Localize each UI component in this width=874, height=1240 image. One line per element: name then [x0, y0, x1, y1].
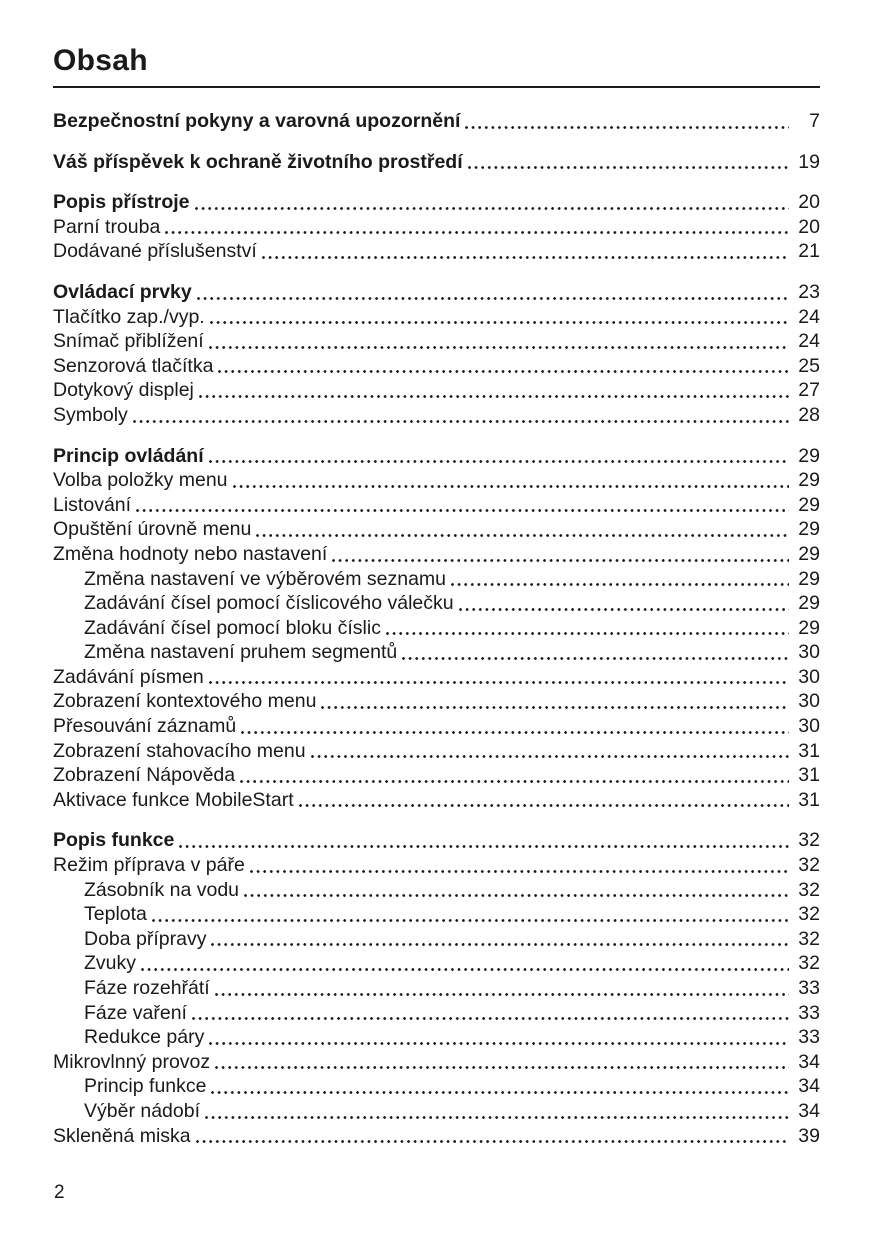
- toc-entry-label: Zvuky: [84, 952, 137, 975]
- toc-entry: [53, 542, 820, 567]
- dot-leader: [213, 354, 797, 379]
- toc-entry-label: Doba přípravy: [84, 927, 207, 950]
- toc-entry: [53, 305, 820, 330]
- toc-entry-label: Opuštění úrovně menu: [53, 518, 252, 541]
- toc-list: [53, 109, 820, 1148]
- toc-entry: [53, 329, 820, 354]
- toc-entry-label: Zobrazení stahovacího menu: [53, 739, 306, 762]
- footer-page-number: 2: [54, 1182, 65, 1203]
- dot-leader: [192, 280, 797, 305]
- toc-entry-label: Skleněná miska: [53, 1124, 191, 1147]
- dot-leader: [187, 1001, 797, 1026]
- toc-entry-label: Listování: [53, 493, 132, 516]
- toc-entry: [53, 190, 820, 215]
- toc-entry-label: Princip ovládání: [53, 444, 204, 467]
- toc-entry: [53, 239, 820, 264]
- toc-entry: [53, 1050, 820, 1075]
- toc-entry-page: 24: [798, 305, 820, 328]
- dot-leader: [194, 378, 797, 403]
- toc-entry-label: Aktivace funkce MobileStart: [53, 788, 294, 811]
- dot-leader: [191, 1124, 797, 1149]
- toc-entry-page: 39: [798, 1124, 820, 1147]
- toc-entry-label: Zadávání čísel pomocí bloku číslic: [84, 616, 381, 639]
- toc-entry: [53, 215, 820, 240]
- toc-entry-label: Snímač přiblížení: [53, 330, 204, 353]
- toc-entry: [53, 902, 820, 927]
- dot-leader: [316, 689, 797, 714]
- toc-entry: [53, 280, 820, 305]
- toc-section: [53, 150, 820, 175]
- toc-entry-page: 30: [798, 715, 820, 738]
- toc-entry: [53, 567, 820, 592]
- toc-section: [53, 828, 820, 1148]
- toc-entry-page: 25: [798, 354, 820, 377]
- toc-entry: [53, 616, 820, 641]
- toc-entry: [53, 689, 820, 714]
- dot-leader: [204, 665, 797, 690]
- toc-entry-page: 23: [798, 280, 820, 303]
- toc-section: [53, 444, 820, 813]
- dot-leader: [174, 828, 797, 853]
- toc-entry: [53, 468, 820, 493]
- dot-leader: [206, 1074, 797, 1099]
- toc-entry-label: Váš příspěvek k ochraně životního prostředí: [53, 150, 463, 173]
- toc-entry: [53, 853, 820, 878]
- dot-leader: [128, 403, 797, 428]
- toc-entry-page: 29: [798, 469, 820, 492]
- toc-entry-label: Zadávání písmen: [53, 665, 204, 688]
- toc-entry: [53, 976, 820, 1001]
- toc-entry-page: 32: [798, 903, 820, 926]
- toc-entry-label: Popis funkce: [53, 829, 175, 852]
- toc-entry-label: Zobrazení kontextového menu: [53, 690, 317, 713]
- toc-entry-label: Změna nastavení ve výběrovém seznamu: [84, 567, 447, 590]
- toc-entry-page: 19: [798, 150, 820, 173]
- dot-leader: [206, 927, 797, 952]
- toc-entry-label: Dotykový displej: [53, 379, 194, 402]
- toc-entry-page: 31: [798, 764, 820, 787]
- dot-leader: [397, 640, 797, 665]
- dot-leader: [245, 853, 797, 878]
- dot-leader: [235, 763, 797, 788]
- toc-entry: [53, 150, 820, 175]
- toc-entry-label: Dodávané příslušenství: [53, 240, 257, 263]
- toc-entry-label: Fáze vaření: [84, 1001, 187, 1024]
- toc-entry-label: Ovládací prvky: [53, 280, 192, 303]
- toc-entry-label: Bezpečnostní pokyny a varovná upozornění: [53, 110, 461, 132]
- toc-entry-label: Zadávání čísel pomocí číslicového válečku: [84, 592, 454, 615]
- dot-leader: [136, 951, 797, 976]
- dot-leader: [239, 878, 797, 903]
- toc-entry-page: 33: [798, 1026, 820, 1049]
- toc-entry: [53, 354, 820, 379]
- toc-entry-page: 32: [798, 952, 820, 975]
- toc-entry-label: Výběr nádobí: [84, 1099, 201, 1122]
- toc-entry-page: 31: [798, 739, 820, 762]
- dot-leader: [257, 239, 797, 264]
- dot-leader: [251, 517, 797, 542]
- toc-entry-label: Zásobník na vodu: [84, 878, 240, 901]
- toc-entry-page: 29: [798, 592, 820, 615]
- toc-entry-page: 28: [798, 403, 820, 426]
- toc-entry-label: Změna hodnoty nebo nastavení: [53, 542, 328, 565]
- dot-leader: [381, 616, 797, 641]
- toc-entry: [53, 951, 820, 976]
- toc-section: [53, 280, 820, 428]
- dot-leader: [160, 215, 797, 240]
- toc-entry-page: 24: [798, 330, 820, 353]
- toc-entry-page: 29: [798, 542, 820, 565]
- toc-entry: [53, 1001, 820, 1026]
- dot-leader: [454, 591, 797, 616]
- toc-entry-page: 34: [798, 1050, 820, 1073]
- toc-entry: [53, 763, 820, 788]
- toc-entry: [53, 1099, 820, 1124]
- toc-entry-label: Zobrazení Nápověda: [53, 764, 236, 787]
- toc-entry: [53, 591, 820, 616]
- toc-entry: [53, 444, 820, 469]
- dot-leader: [210, 976, 797, 1001]
- toc-entry-label: Změna nastavení pruhem segmentů: [84, 641, 398, 664]
- toc-entry-page: 31: [798, 788, 820, 811]
- toc-entry-page: 34: [798, 1075, 820, 1098]
- toc-entry: [53, 714, 820, 739]
- toc-entry-page: 32: [798, 854, 820, 877]
- toc-entry-page: 7: [809, 110, 820, 132]
- toc-section: [53, 109, 820, 134]
- dot-leader: [204, 1025, 797, 1050]
- toc-entry-label: Senzorová tlačítka: [53, 354, 214, 377]
- dot-leader: [190, 190, 797, 215]
- toc-entry-label: Parní trouba: [53, 215, 161, 238]
- toc-entry-page: 33: [798, 977, 820, 999]
- toc-entry: [53, 739, 820, 764]
- dot-leader: [460, 109, 797, 134]
- toc-entry-label: Redukce páry: [84, 1026, 205, 1049]
- toc-entry-page: 29: [798, 518, 820, 541]
- toc-entry: [53, 1074, 820, 1099]
- toc-entry-page: 29: [798, 616, 820, 639]
- toc-entry-page: 29: [798, 567, 820, 590]
- toc-entry-label: Tlačítko zap./vyp.: [53, 305, 205, 328]
- toc-entry-label: Popis přístroje: [53, 191, 190, 214]
- toc-entry: [53, 517, 820, 542]
- toc-entry-page: 32: [798, 829, 820, 852]
- dot-leader: [204, 444, 797, 469]
- dot-leader: [147, 902, 797, 927]
- toc-entry: [53, 640, 820, 665]
- toc-entry: [53, 828, 820, 853]
- dot-leader: [446, 567, 797, 592]
- toc-entry-label: Přesouvání záznamů: [53, 715, 237, 738]
- toc-entry-page: 30: [798, 641, 820, 664]
- page-title: Obsah: [53, 44, 148, 77]
- dot-leader: [131, 493, 797, 518]
- toc-entry: [53, 927, 820, 952]
- dot-leader: [294, 788, 797, 813]
- toc-entry-label: Mikrovlnný provoz: [53, 1050, 211, 1073]
- toc-section: [53, 190, 820, 264]
- toc-entry-page: 34: [798, 1099, 820, 1122]
- toc-entry-page: 30: [798, 690, 820, 713]
- title-divider: [53, 86, 820, 88]
- toc-entry-page: 30: [798, 665, 820, 688]
- toc-entry-page: 29: [798, 493, 820, 516]
- toc-entry-label: Teplota: [84, 903, 147, 926]
- toc-entry-page: 20: [798, 191, 820, 214]
- dot-leader: [204, 329, 797, 354]
- toc-entry: [53, 493, 820, 518]
- toc-entry: [53, 1124, 820, 1149]
- toc-entry-label: Fáze rozehřátí: [84, 977, 210, 999]
- dot-leader: [236, 714, 797, 739]
- toc-entry: [53, 878, 820, 903]
- dot-leader: [228, 468, 797, 493]
- dot-leader: [463, 150, 797, 175]
- toc-entry-page: 20: [798, 215, 820, 238]
- dot-leader: [306, 739, 797, 764]
- dot-leader: [205, 305, 797, 330]
- toc-entry-page: 21: [798, 240, 820, 263]
- toc-entry-label: Princip funkce: [84, 1075, 207, 1098]
- toc-entry-page: 33: [798, 1001, 820, 1024]
- toc-entry: [53, 1025, 820, 1050]
- toc-entry-label: Symboly: [53, 403, 128, 426]
- toc-entry: [53, 378, 820, 403]
- toc-entry: [53, 788, 820, 813]
- toc-entry: [53, 109, 820, 134]
- toc-entry-page: 29: [798, 444, 820, 467]
- toc-entry: [53, 665, 820, 690]
- toc-entry-page: 32: [798, 878, 820, 901]
- dot-leader: [327, 542, 797, 567]
- toc-entry-label: Volba položky menu: [53, 469, 228, 492]
- dot-leader: [210, 1050, 797, 1075]
- toc-entry-page: 27: [798, 379, 820, 402]
- dot-leader: [200, 1099, 797, 1124]
- toc-entry-page: 32: [798, 927, 820, 950]
- toc-entry: [53, 403, 820, 428]
- toc-entry-label: Režim příprava v páře: [53, 854, 245, 877]
